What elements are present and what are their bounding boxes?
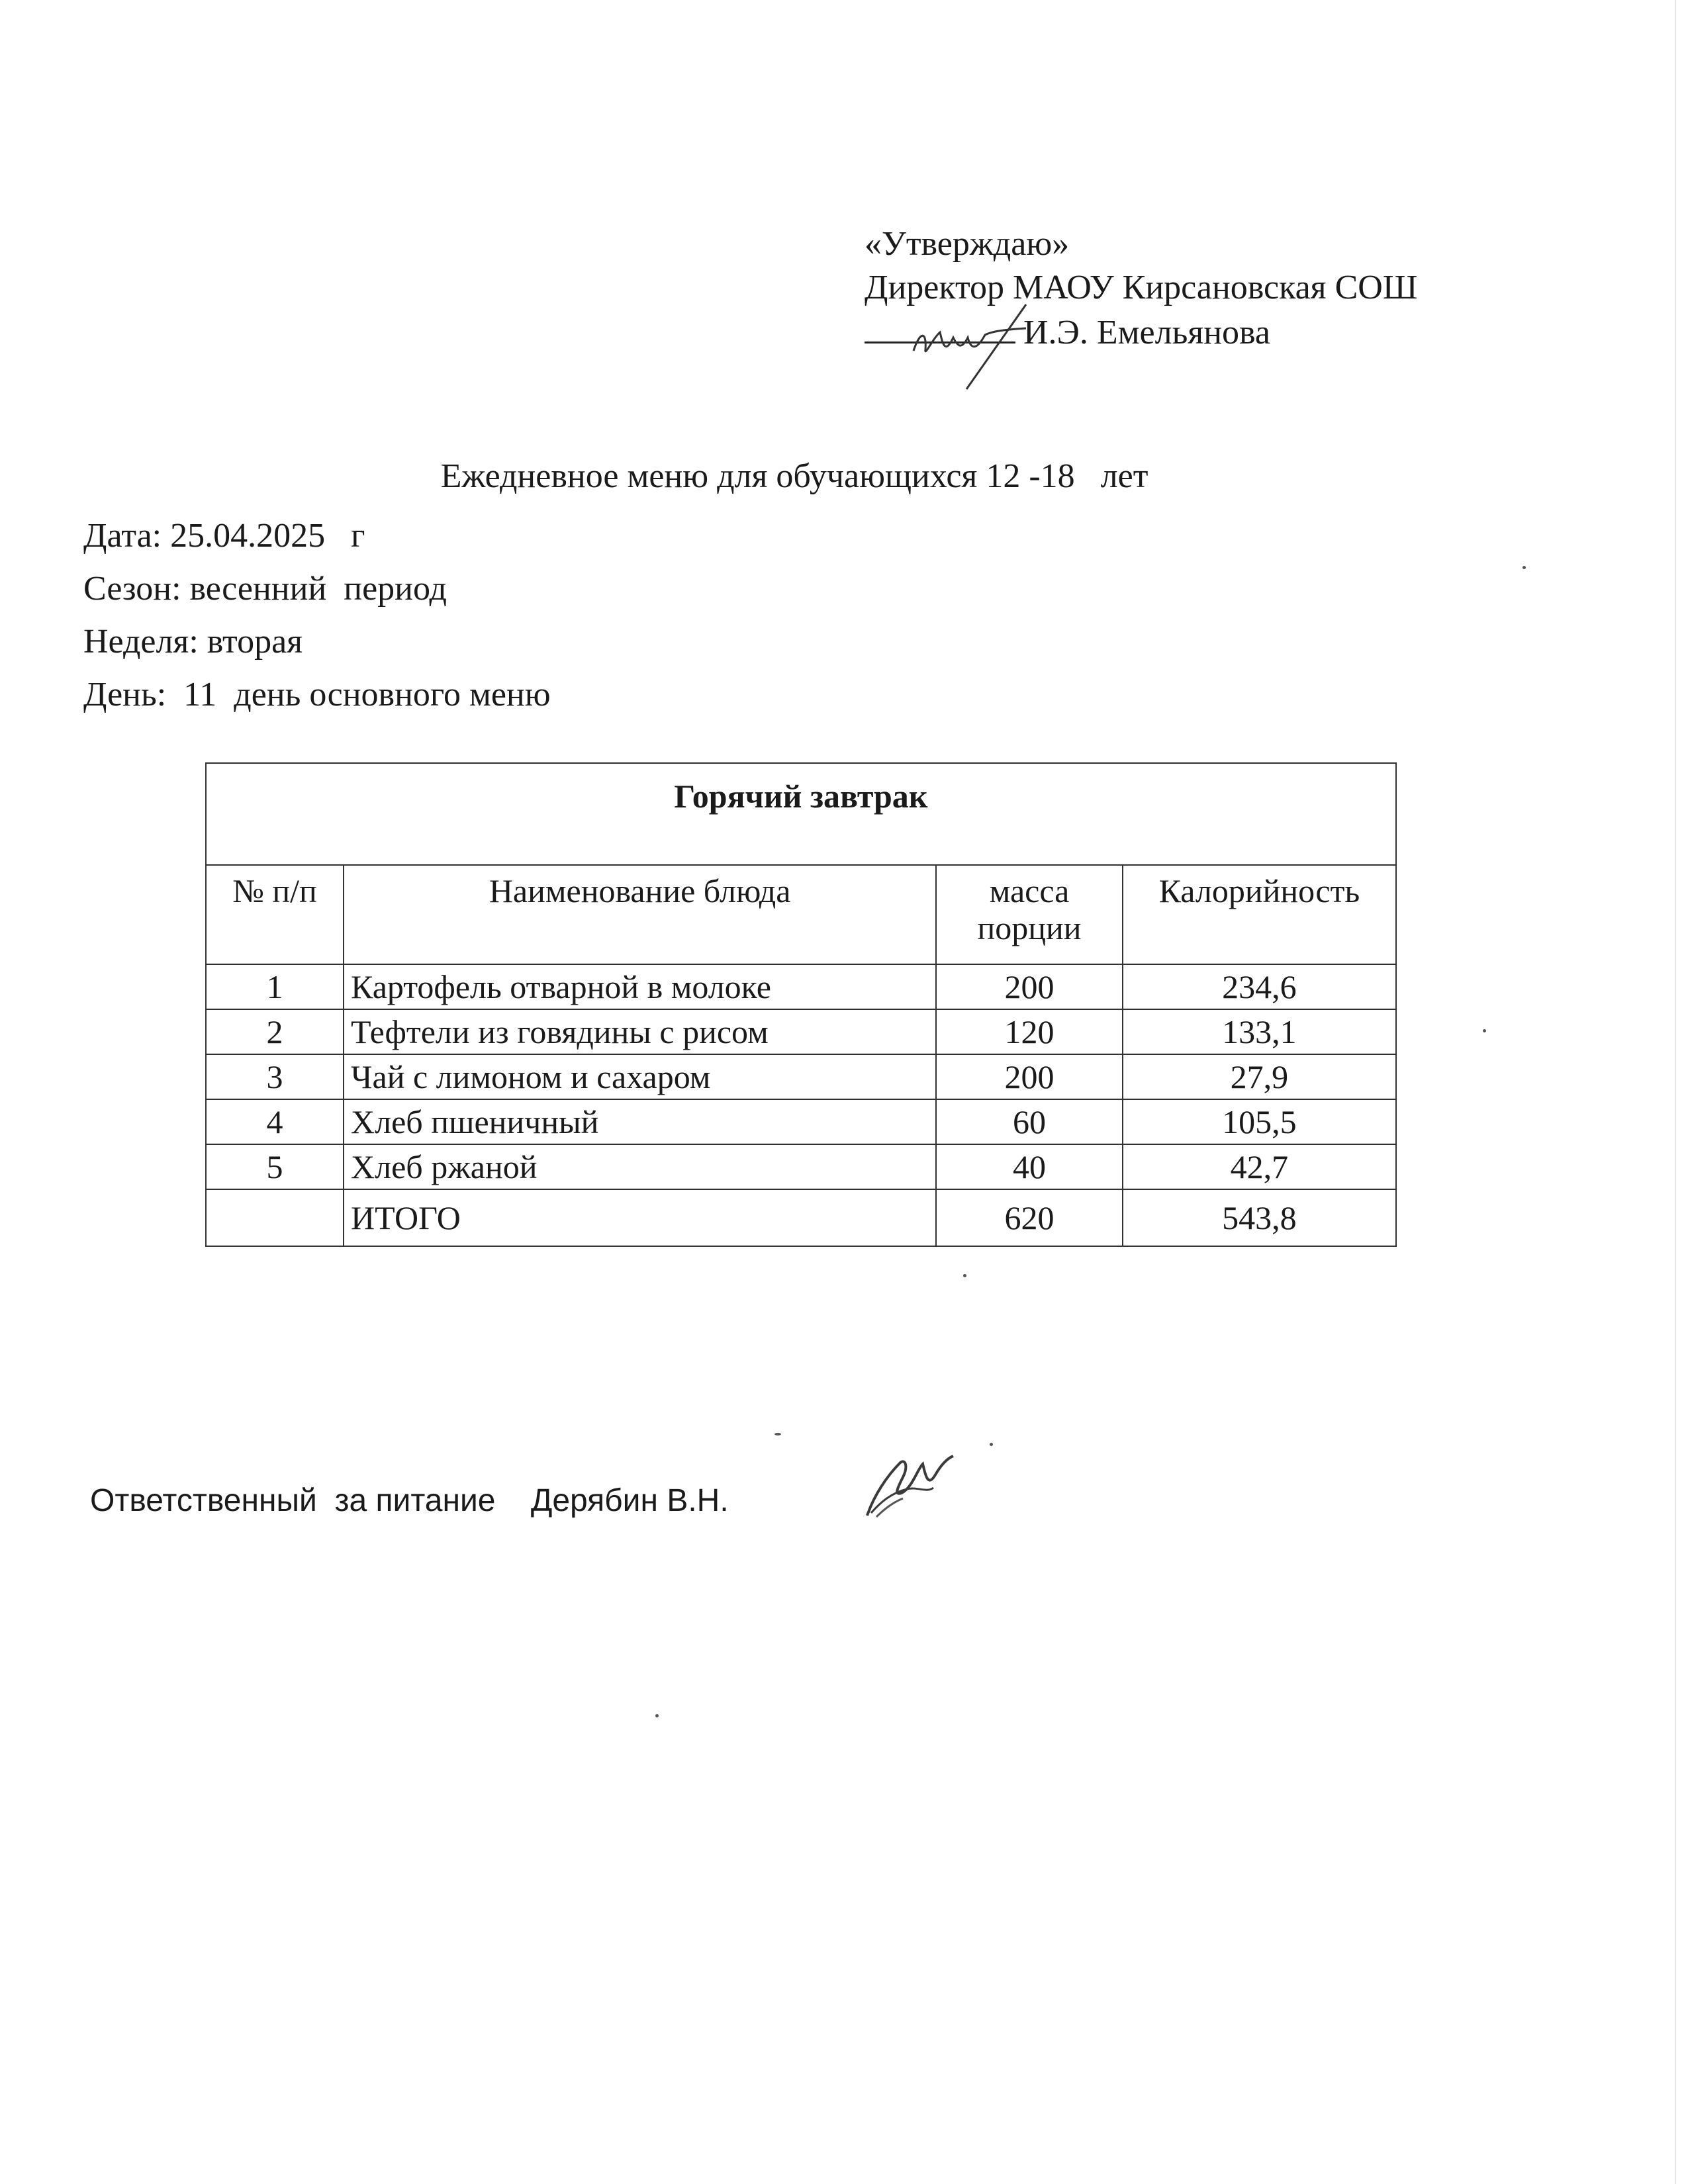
cell-dish-name: Тефтели из говядины с рисом <box>344 1009 936 1054</box>
scan-speck <box>990 1443 993 1446</box>
menu-day: День: 11 день основного меню <box>83 676 551 713</box>
cell-num: 1 <box>206 964 344 1009</box>
header-dish-name: Наименование блюда <box>344 865 936 964</box>
responsible-signature <box>854 1430 966 1529</box>
cell-mass: 40 <box>936 1144 1123 1189</box>
document-title: Ежедневное меню для обучающихся 12 -18 лет <box>440 457 1149 495</box>
header-calories: Калорийность <box>1123 865 1396 964</box>
menu-table <box>205 762 1397 1247</box>
scan-speck <box>1483 1029 1486 1032</box>
responsible-name: Дерябин В.Н. <box>530 1483 729 1518</box>
table-row <box>206 964 1396 1009</box>
cell-calories: 234,6 <box>1123 964 1396 1009</box>
table-row <box>206 1009 1396 1054</box>
cell-dish-name: Картофель отварной в молоке <box>344 964 936 1009</box>
table-total-row <box>206 1189 1396 1246</box>
cell-total-calories: 543,8 <box>1123 1189 1396 1246</box>
menu-season: Сезон: весенний период <box>83 570 447 608</box>
responsible-line <box>90 1482 729 1519</box>
page-edge <box>1675 0 1676 2184</box>
scan-speck <box>655 1714 659 1717</box>
cell-dish-name: Хлеб ржаной <box>344 1144 936 1189</box>
scan-speck <box>1523 566 1526 569</box>
cell-num: 3 <box>206 1054 344 1099</box>
menu-week: Неделя: вторая <box>83 623 303 660</box>
table-row <box>206 1144 1396 1189</box>
cell-calories: 105,5 <box>1123 1099 1396 1144</box>
header-num: № п/п <box>206 865 344 964</box>
header-mass-line1: масса <box>989 872 1070 909</box>
menu-details <box>83 510 551 721</box>
cell-calories: 42,7 <box>1123 1144 1396 1189</box>
header-portion-mass <box>936 865 1123 964</box>
table-row <box>206 1054 1396 1099</box>
cell-total-mass: 620 <box>936 1189 1123 1246</box>
scan-speck <box>774 1433 781 1435</box>
cell-mass: 200 <box>936 964 1123 1009</box>
cell-num <box>206 1189 344 1246</box>
cell-calories: 27,9 <box>1123 1054 1396 1099</box>
cell-dish-name: Чай с лимоном и сахаром <box>344 1054 936 1099</box>
menu-date: Дата: 25.04.2025 г <box>83 517 365 555</box>
approval-director-position: Директор МАОУ Кирсановская СОШ <box>865 269 1418 306</box>
cell-num: 2 <box>206 1009 344 1054</box>
cell-total-label: ИТОГО <box>344 1189 936 1246</box>
director-signature <box>894 291 1046 397</box>
cell-calories: 133,1 <box>1123 1009 1396 1054</box>
cell-dish-name: Хлеб пшеничный <box>344 1099 936 1144</box>
scan-speck <box>963 1274 966 1277</box>
approval-director-name: И.Э. Емельянова <box>1023 314 1270 351</box>
cell-mass: 60 <box>936 1099 1123 1144</box>
cell-num: 4 <box>206 1099 344 1144</box>
approval-heading: «Утверждаю» <box>865 225 1070 263</box>
cell-mass: 200 <box>936 1054 1123 1099</box>
table-header-row <box>206 865 1396 964</box>
table-row <box>206 1099 1396 1144</box>
cell-num: 5 <box>206 1144 344 1189</box>
responsible-label: Ответственный за питание <box>90 1483 496 1518</box>
table-caption: Горячий завтрак <box>206 763 1396 865</box>
cell-mass: 120 <box>936 1009 1123 1054</box>
header-mass-line2: порции <box>977 909 1082 946</box>
